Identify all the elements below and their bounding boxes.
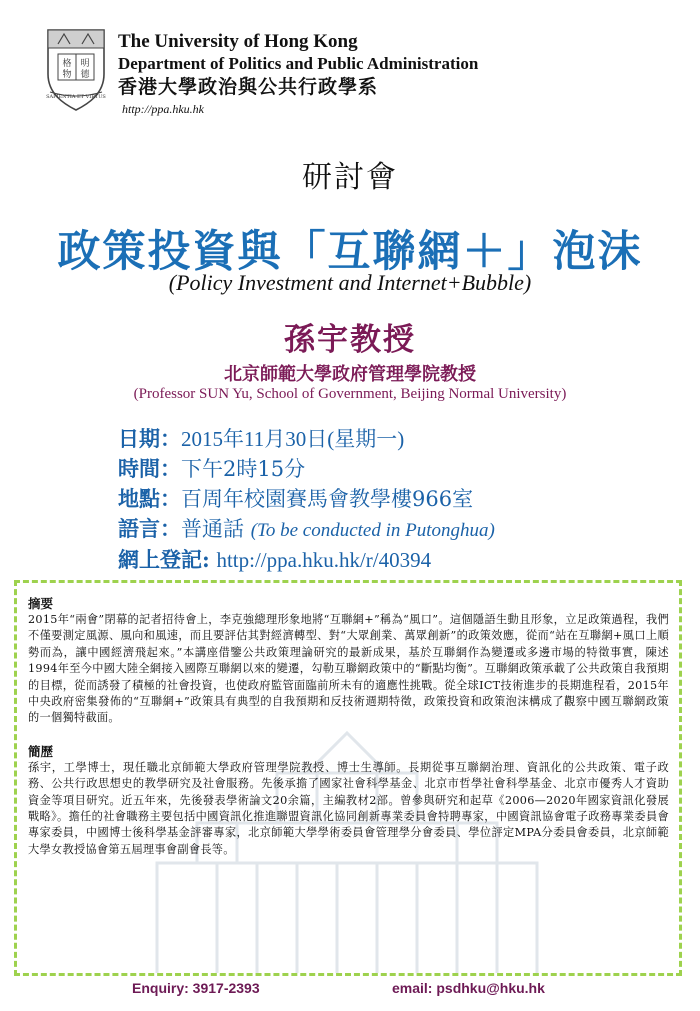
time-value: 下午2時15分: [181, 457, 306, 481]
registration-row: [118, 545, 495, 575]
event-details: [118, 424, 495, 575]
bio-text: 孫宇，工學博士，現任職北京師範大學政府管理學院教授、博士生導師。長期從事互聯網治理、資訊化的公共政策、電子政務、公共行政思想史的教學研究及社會服務。先後承擔了國家社會科學基金、北京市哲學社會科學基金、北京市優秀人才資助資金等項目研究。近五年來，先後發表學術論文20余篇，主編教材2部。曾參與研究和起草《2006—2020年國家資訊化發展戰略》。擔任的社會職務主要包括中國資訊化推進聯盟資訊化協同創新專業委員會特聘專家，中國資訊協會電子政務專業委員會專家委員，中國博士後科學基金評審專家，北京師範大學學術委員會管理學分會委員、學位評定MPA分委員會委員，北京師範大學女教授協會第五屆理事會副會長等。: [28, 760, 669, 856]
registration-link[interactable]: http://ppa.hku.hk/r/40394: [216, 548, 432, 572]
speaker-name: 孫宇教授: [284, 322, 416, 358]
venue-row: [118, 484, 495, 514]
language-label: 語言：: [118, 516, 181, 541]
language-value: 普通話: [181, 517, 244, 541]
venue-value: 百周年校園賽馬會教學樓966室: [181, 487, 474, 511]
registration-label: 網上登記:: [118, 547, 210, 572]
date-row: [118, 424, 495, 454]
department-name: Department of Politics and Public Administration: [118, 54, 479, 73]
event-type: 研討會: [302, 160, 398, 195]
venue-label: 地點：: [118, 486, 181, 511]
department-url: http://ppa.hku.hk: [122, 102, 204, 116]
date-label: 日期：: [118, 426, 181, 451]
enquiry-email[interactable]: email: psdhku@hku.hk: [392, 980, 545, 996]
abstract-heading: 摘要: [28, 596, 54, 611]
abstract-text: 2015年“兩會”閉幕的記者招待會上，李克強總理形象地將“互聯網+”稱為“風口”。這個隱語生動且形象，立足政策過程，我們不僅要測定風源、風向和風速，而且要評估其對經濟轉型、對“大眾創業、萬眾創新”的政策效應，從而“站在互聯網+風口上順勢而為，讓中國經濟飛起來。”本講座借鑒公共政策理論研究的最新成果，基於互聯網作為變遷或多邊市場的特徵事實，陳述1994年至今中國大陸全網接入國際互聯網以來的變遷，勾勒互聯網政策中的“斷點均衡”。互聯網政策承載了公共政策自我預期的目標，從而誘發了積極的社會投資，也使政府監管面臨前所未有的適應性挑戰。從全球ICT技術進步的長期進程看，2015年中央政府密集發佈的“互聯網+”政策具有典型的自我預期和反技術週期特徵，政策投資和政策泡沫構成了觀察中國互聯網政策的一個獨特截面。: [28, 613, 669, 725]
enquiry-phone: Enquiry: 3917-2393: [132, 980, 260, 996]
crest-char: 德: [80, 70, 90, 80]
hku-crest-logo: [44, 26, 108, 112]
event-title-en: (Policy Investment and Internet+Bubble): [168, 270, 532, 295]
language-row: [118, 514, 495, 545]
time-label: 時間：: [118, 456, 181, 481]
crest-char: 物: [62, 70, 72, 80]
speaker-title-en: (Professor SUN Yu, School of Government, Beijing Normal University): [133, 386, 567, 402]
header-block: [118, 30, 478, 117]
department-name-zh: 香港大學政治與公共行政學系: [118, 77, 379, 98]
crest-motto: SAPIENTIA ET VIRTUS: [46, 94, 106, 100]
crest-char: 格: [62, 59, 72, 69]
university-name: The University of Hong Kong: [118, 31, 358, 52]
event-title-zh: 政策投資與「互聯網＋」泡沫: [57, 227, 643, 277]
bio-heading: 簡歷: [28, 743, 54, 759]
abstract-box: [14, 580, 682, 976]
crest-char: 明: [80, 59, 90, 69]
time-row: [118, 454, 495, 484]
date-value: 2015年11月30日(星期一): [181, 427, 405, 451]
language-note: (To be conducted in Putonghua): [250, 520, 495, 541]
speaker-title: 北京師範大學政府管理學院教授: [224, 364, 476, 385]
